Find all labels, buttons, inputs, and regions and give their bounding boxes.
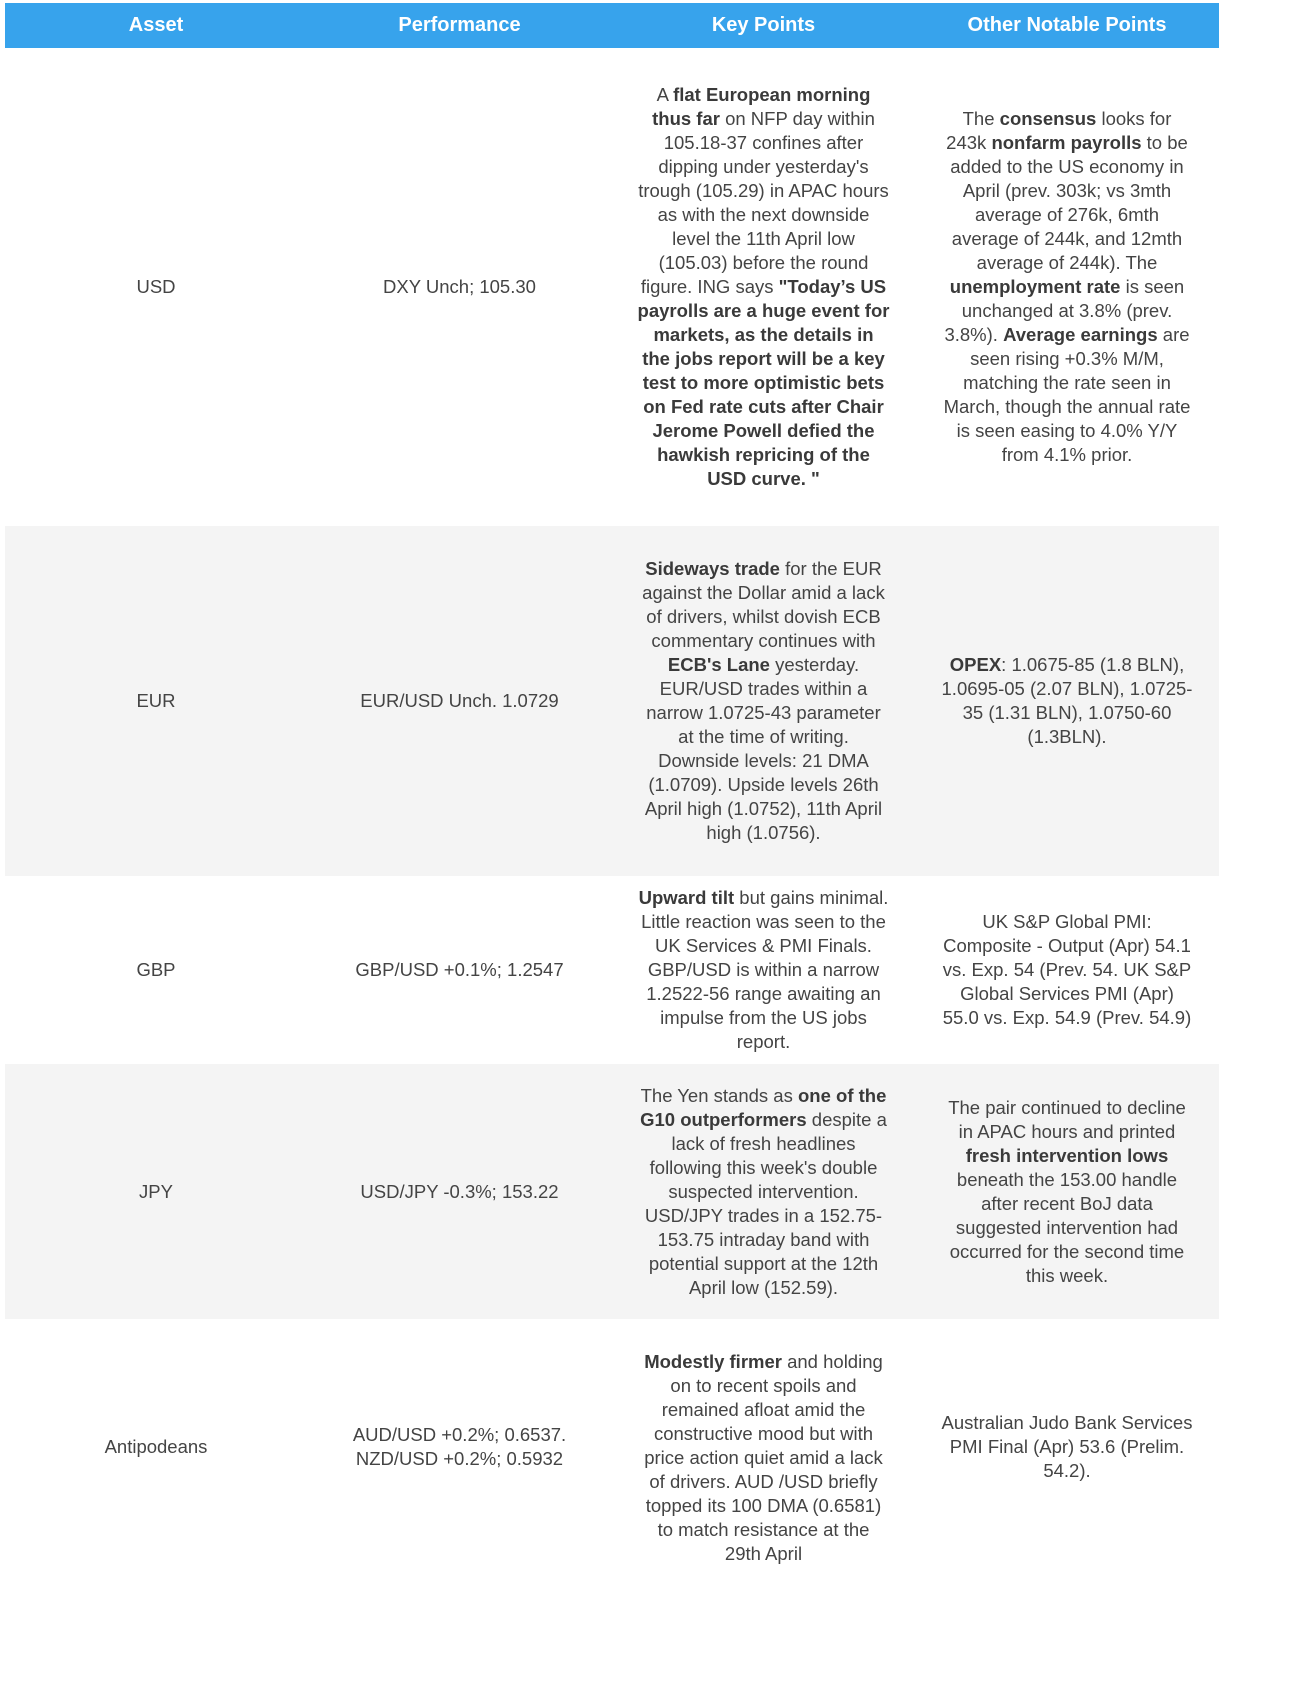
bold-text: ECB's Lane — [667, 654, 770, 675]
text-run: on NFP day within 105.18-37 confines after dipping under yesterday's trough (105.29) in APAC hours as with the next downside level the 11th April low (105.03) before the round figure. ING says — [638, 108, 889, 297]
bold-text: "Today’s US payrolls are a huge event for markets, as the details in the jobs report will be a key test to more optimistic bets on Fed rate cuts after Chair Jerome Powell defied the hawkish repricing of the USD curve. " — [637, 276, 890, 489]
other-points-cell — [915, 1064, 1219, 1319]
key-points-text — [638, 83, 890, 491]
other-points-text — [941, 107, 1193, 467]
text-run: A — [656, 84, 674, 105]
table-row — [5, 1319, 1219, 1575]
text-run: but gains minimal. Little reaction was seen to the UK Services & PMI Finals. GBP/USD is within a narrow 1.2522-56 range awaiting an impulse from the US jobs report. — [641, 887, 889, 1052]
key-points-cell — [612, 1319, 915, 1575]
performance-cell — [307, 1319, 612, 1575]
key-points-cell — [612, 48, 915, 526]
performance-line: NZD/USD +0.2%; 0.5932 — [355, 1448, 564, 1469]
bold-text: Sideways trade — [645, 558, 780, 579]
text-run: is seen unchanged at 3.8% (prev. 3.8%). — [944, 276, 1185, 345]
table-row — [5, 1064, 1219, 1319]
other-points-cell — [915, 1319, 1219, 1575]
header-asset: Asset — [5, 3, 307, 48]
text-run: to be added to the US economy in April (prev. 303k; vs 3mth average of 276k, 6mth average of 244k, and 12mth average of 244k). The — [950, 132, 1188, 273]
text-run: The Yen stands as — [640, 1084, 798, 1106]
performance-cell — [307, 48, 612, 526]
text-run: are seen rising +0.3% M/M, matching the rate seen in March, though the annual rate is seen easing to 4.0% Y/Y from 4.1% prior. — [943, 324, 1191, 465]
key-points-cell — [612, 1064, 915, 1319]
text-run: The pair continued to decline in APAC hours and printed — [948, 1096, 1186, 1142]
key-points-text — [638, 1084, 890, 1300]
performance-line: EUR/USD Unch. 1.0729 — [360, 690, 559, 711]
performance-line: USD/JPY -0.3%; 153.22 — [360, 1180, 559, 1202]
bold-text: flat European morning thus far — [652, 84, 871, 129]
bold-text: consensus — [999, 108, 1097, 129]
other-points-text — [941, 1411, 1193, 1483]
other-points-text — [941, 653, 1193, 749]
asset-cell: JPY — [5, 1064, 307, 1319]
performance-cell — [307, 526, 612, 876]
text-run: : 1.0675-85 (1.8 BLN), 1.0695-05 (2.07 BLN), 1.0725-35 (1.31 BLN), 1.0750-60 (1.3BLN). — [941, 654, 1193, 747]
performance-cell — [307, 876, 612, 1064]
header-performance: Performance — [307, 3, 612, 48]
text-run: yesterday. EUR/USD trades within a narrow 1.0725-43 parameter at the time of writing. Downside levels: 21 DMA (1.0709). Upside levels 26th April high (1.0752), 11th April high (1.0756). — [644, 654, 883, 843]
bold-text: nonfarm payrolls — [991, 132, 1142, 153]
text-run: despite a lack of fresh headlines following this week's double suspected intervention. USD/JPY trades in a 152.75-153.75 intraday band with potential support at the 12th April low (152.59). — [644, 1108, 887, 1298]
bold-text: one of the G10 outperformers — [640, 1084, 887, 1130]
bold-text: Upward tilt — [638, 887, 735, 908]
text-run: and holding on to recent spoils and remained afloat amid the constructive mood but with price action quiet amid a lack of drivers. AUD /USD briefly topped its 100 DMA (0.6581) to match resistance at the 29th April — [644, 1351, 883, 1564]
bold-text: fresh intervention lows — [965, 1144, 1169, 1166]
text-run: looks for 243k — [946, 108, 1172, 153]
bold-text: Average earnings — [1003, 324, 1158, 345]
header-key-points: Key Points — [612, 3, 915, 48]
asset-cell: EUR — [5, 526, 307, 876]
text-run: for the EUR against the Dollar amid a lack of drivers, whilst dovish ECB commentary continues with — [642, 558, 885, 651]
bold-text: Modestly firmer — [644, 1351, 782, 1372]
other-points-text — [941, 1096, 1193, 1288]
text-run: beneath the 153.00 handle after recent BoJ data suggested intervention had occurred for the second time this week. — [949, 1168, 1185, 1286]
text-run: Australian Judo Bank Services PMI Final (Apr) 53.6 (Prelim. 54.2). — [941, 1412, 1193, 1481]
table-row — [5, 48, 1219, 526]
bold-text: OPEX — [949, 654, 1002, 675]
table-row — [5, 876, 1219, 1064]
other-points-cell — [915, 526, 1219, 876]
key-points-text — [638, 886, 890, 1054]
text-run: UK S&P Global PMI: Composite - Output (Apr) 54.1 vs. Exp. 54 (Prev. 54. UK S&P Global Services PMI (Apr) 55.0 vs. Exp. 54.9 (Prev. 54.9) — [942, 911, 1192, 1028]
asset-cell: GBP — [136, 959, 176, 980]
fx-summary-table — [5, 3, 1219, 1575]
asset-cell: USD — [136, 276, 176, 297]
table-header-row — [5, 3, 1219, 48]
key-points-text — [638, 557, 890, 845]
other-points-cell — [915, 876, 1219, 1064]
table-row — [5, 526, 1219, 876]
other-points-text — [941, 910, 1193, 1030]
text-run: The — [962, 108, 1000, 129]
performance-line: AUD/USD +0.2%; 0.6537. — [352, 1424, 567, 1445]
performance-line: GBP/USD +0.1%; 1.2547 — [355, 959, 564, 980]
header-other-notable-points: Other Notable Points — [915, 3, 1219, 48]
key-points-cell — [612, 526, 915, 876]
asset-cell: Antipodeans — [104, 1436, 208, 1457]
bold-text: unemployment rate — [949, 276, 1121, 297]
performance-cell — [307, 1064, 612, 1319]
other-points-cell — [915, 48, 1219, 526]
key-points-text — [638, 1350, 890, 1564]
key-points-cell — [612, 876, 915, 1064]
performance-line: DXY Unch; 105.30 — [383, 276, 536, 297]
